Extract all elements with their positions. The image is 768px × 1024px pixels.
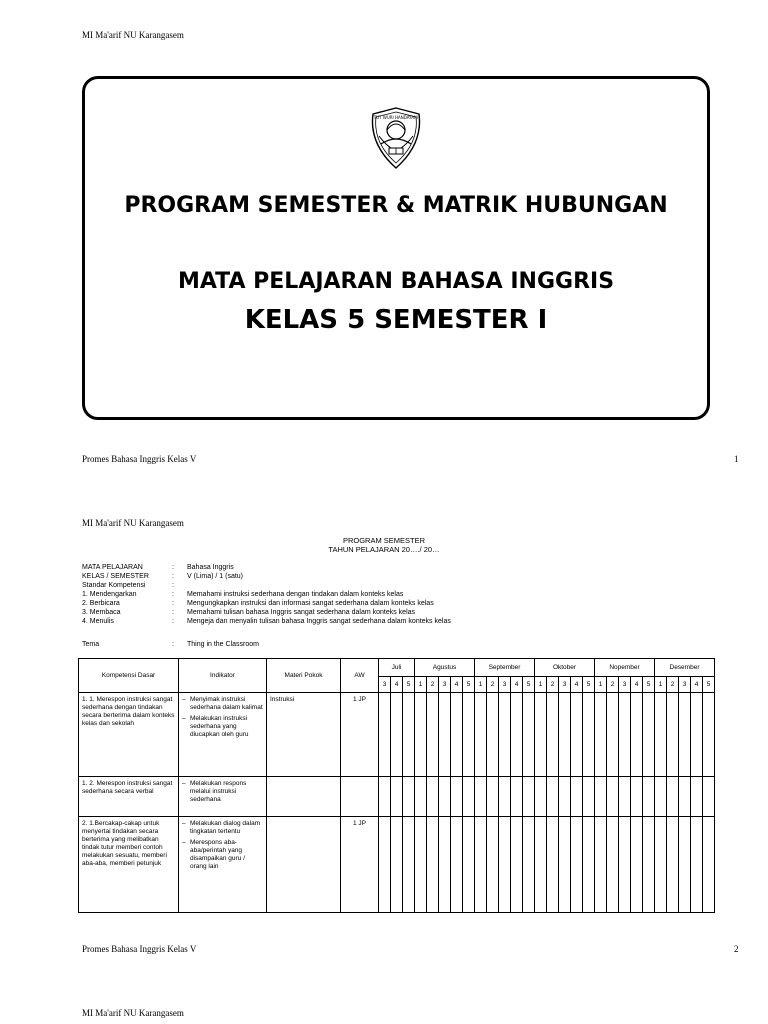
week-cell — [403, 693, 415, 777]
week-cell — [691, 777, 703, 817]
week-cell — [463, 777, 475, 817]
week-header: 3 — [439, 677, 451, 693]
week-header: 5 — [583, 677, 595, 693]
week-header: 3 — [379, 677, 391, 693]
week-cell — [619, 777, 631, 817]
week-cell — [583, 693, 595, 777]
week-cell — [499, 817, 511, 913]
week-header: 3 — [679, 677, 691, 693]
week-cell — [631, 777, 643, 817]
week-cell — [679, 777, 691, 817]
week-cell — [535, 777, 547, 817]
week-cell — [595, 693, 607, 777]
week-cell — [667, 777, 679, 817]
week-header: 4 — [691, 677, 703, 693]
week-header: 1 — [415, 677, 427, 693]
week-cell — [679, 817, 691, 913]
program-semester-table — [78, 658, 715, 913]
kd-cell: 2. 1.Bercakap-cakap untuk menyertai tindakan secara berterima yang melibatkan tindak tutur memberi contoh melakukan sesuatu, memberi aba-aba, memberi petunjuk — [82, 820, 167, 867]
week-cell — [547, 693, 559, 777]
header-indikator: Indikator — [179, 659, 267, 693]
week-cell — [667, 693, 679, 777]
week-cell — [451, 693, 463, 777]
cover-title: PROGRAM SEMESTER & MATRIK HUBUNGAN — [124, 193, 668, 218]
indikator-item: Melakukan dialog dalam tingkatan tertentu — [190, 820, 261, 835]
week-cell — [391, 817, 403, 913]
week-cell — [643, 817, 655, 913]
week-cell — [379, 817, 391, 913]
cover-subtitle: MATA PELAJARAN BAHASA INGGRIS — [177, 269, 615, 294]
week-cell — [475, 777, 487, 817]
doc-year: TAHUN PELAJARAN 20…./ 20… — [328, 545, 440, 554]
week-cell — [595, 777, 607, 817]
page1-header: MI Ma'arif NU Karangasem — [82, 30, 184, 40]
page2-number: 2 — [734, 944, 739, 954]
week-header: 1 — [535, 677, 547, 693]
week-cell — [391, 693, 403, 777]
week-cell — [619, 693, 631, 777]
month-header: Nopember — [595, 659, 655, 677]
week-cell — [475, 693, 487, 777]
week-header: 1 — [475, 677, 487, 693]
week-header: 5 — [403, 677, 415, 693]
logo-text: TUT WURI HANDAYANI — [373, 115, 419, 120]
week-header: 2 — [547, 677, 559, 693]
month-header: Desember — [655, 659, 715, 677]
aw-cell: 1 JP — [352, 820, 366, 827]
week-cell — [559, 817, 571, 913]
week-header: 4 — [451, 677, 463, 693]
week-cell — [427, 693, 439, 777]
week-cell — [415, 693, 427, 777]
week-cell — [703, 693, 715, 777]
week-header: 3 — [559, 677, 571, 693]
week-cell — [643, 777, 655, 817]
tema-row: Tema : Thing in the Classroom — [82, 641, 259, 648]
week-header: 3 — [619, 677, 631, 693]
week-cell — [619, 817, 631, 913]
week-cell — [487, 777, 499, 817]
week-cell — [499, 693, 511, 777]
week-header: 3 — [499, 677, 511, 693]
week-cell — [511, 817, 523, 913]
meta-block: MATA PELAJARAN : Bahasa Inggris KELAS / SEMESTER : V (Lima) / 1 (satu) Standar Kompetensi : 1. Mendengarkan : Memahami instruksi sederhana dengan tindakan dalam konteks kelas 2. Berbicara : Mengungkapkan instruksi dan informasi sangat sederhana dalam konteks kelas 3. Membaca : Memahami tulisan bahasa Inggris sangat sederhana dalam konteks kelas 4. Menulis : Mengeja dan menyalin tulisan bahasa Inggris sangat sederhana dalam konteks kelas — [82, 564, 451, 625]
cover-box — [82, 76, 710, 420]
week-cell — [523, 817, 535, 913]
table-row: 1. 1. Merespon instruksi sangat sederhana dengan tindakan secara berterima dalam konteks kelas dan sekolah – Menyimak instruksi sederhana dalam kalimat – Melakukan instruksi sederhana yang diucapkan oleh guru Instruksi 1 JP — [79, 693, 715, 777]
week-cell — [655, 777, 667, 817]
week-cell — [439, 777, 451, 817]
week-cell — [607, 817, 619, 913]
week-cell — [463, 693, 475, 777]
week-cell — [703, 777, 715, 817]
week-cell — [415, 817, 427, 913]
week-cell — [571, 777, 583, 817]
week-cell — [667, 817, 679, 913]
month-header: September — [475, 659, 535, 677]
week-cell — [463, 817, 475, 913]
week-header: 4 — [571, 677, 583, 693]
week-cell — [583, 817, 595, 913]
week-cell — [415, 777, 427, 817]
indikator-item: Melakukan respons melalui instruksi sederhana — [190, 780, 247, 803]
page3-header: MI Ma'arif NU Karangasem — [82, 1008, 184, 1018]
week-cell — [379, 777, 391, 817]
table-row: 2. 1.Bercakap-cakap untuk menyertai tindakan secara berterima yang melibatkan tindak tutur memberi contoh melakukan sesuatu, memberi aba-aba, memberi petunjuk – Melakukan dialog dalam tingkatan tertentu – Merespons aba-aba/perintah yang disampaikan guru / orang lain 1 JP — [79, 817, 715, 913]
week-cell — [631, 817, 643, 913]
indikator-item: Melakukan instruksi sederhana yang diucapkan oleh guru — [190, 715, 249, 738]
week-cell — [583, 777, 595, 817]
page2-header: MI Ma'arif NU Karangasem — [82, 518, 184, 528]
page1-number: 1 — [734, 454, 739, 464]
week-header: 1 — [655, 677, 667, 693]
week-header: 5 — [643, 677, 655, 693]
week-cell — [571, 817, 583, 913]
week-cell — [475, 817, 487, 913]
week-cell — [451, 777, 463, 817]
week-cell — [547, 777, 559, 817]
materi-cell — [267, 817, 340, 823]
week-cell — [643, 693, 655, 777]
week-cell — [451, 817, 463, 913]
week-cell — [427, 817, 439, 913]
header-kd: Kompetensi Dasar — [79, 659, 179, 693]
week-cell — [631, 693, 643, 777]
week-header: 5 — [463, 677, 475, 693]
week-cell — [535, 817, 547, 913]
week-cell — [511, 693, 523, 777]
week-cell — [595, 817, 607, 913]
aw-cell — [341, 777, 378, 783]
week-cell — [703, 817, 715, 913]
week-header: 1 — [595, 677, 607, 693]
indikator-item: Merespons aba-aba/perintah yang disampaikan guru / orang lain — [190, 839, 245, 870]
week-header: 2 — [607, 677, 619, 693]
week-cell — [499, 777, 511, 817]
week-cell — [691, 817, 703, 913]
week-header: 5 — [703, 677, 715, 693]
week-header: 2 — [667, 677, 679, 693]
week-cell — [511, 777, 523, 817]
kd-cell: 1. 2. Merespon instruksi sangat sederhana secara verbal — [82, 780, 173, 795]
week-cell — [487, 693, 499, 777]
month-header: Oktober — [535, 659, 595, 677]
month-header: Agustus — [415, 659, 475, 677]
week-cell — [559, 693, 571, 777]
tut-wuri-handayani-logo-icon — [361, 104, 431, 172]
week-cell — [655, 817, 667, 913]
indikator-item: Menyimak instruksi sederhana dalam kalimat — [190, 696, 263, 711]
week-cell — [607, 693, 619, 777]
week-cell — [535, 693, 547, 777]
week-cell — [523, 693, 535, 777]
week-cell — [427, 777, 439, 817]
week-cell — [439, 693, 451, 777]
page2-footer: Promes Bahasa Inggris Kelas V — [82, 944, 197, 954]
week-header: 4 — [511, 677, 523, 693]
week-cell — [679, 693, 691, 777]
cover-class-title: KELAS 5 SEMESTER I — [244, 305, 548, 335]
week-cell — [379, 693, 391, 777]
week-header: 2 — [427, 677, 439, 693]
aw-cell: 1 JP — [352, 696, 366, 703]
week-header: 2 — [487, 677, 499, 693]
week-cell — [403, 777, 415, 817]
week-cell — [403, 817, 415, 913]
week-cell — [655, 693, 667, 777]
week-header: 4 — [391, 677, 403, 693]
week-header: 5 — [523, 677, 535, 693]
kd-cell: 1. 1. Merespon instruksi sangat sederhana dengan tindakan secara berterima dalam konteks kelas dan sekolah — [82, 696, 175, 727]
week-cell — [487, 817, 499, 913]
header-aw: AW — [341, 659, 379, 693]
week-cell — [547, 817, 559, 913]
header-materi: Materi Pokok — [267, 659, 341, 693]
week-header: 4 — [631, 677, 643, 693]
week-cell — [439, 817, 451, 913]
week-cell — [559, 777, 571, 817]
month-header: Juli — [379, 659, 415, 677]
week-cell — [391, 777, 403, 817]
materi-cell — [267, 777, 340, 783]
doc-title: PROGRAM SEMESTER — [342, 536, 426, 545]
table-row: 1. 2. Merespon instruksi sangat sederhana secara verbal – Melakukan respons melalui instruksi sederhana — [79, 777, 715, 817]
page1-footer: Promes Bahasa Inggris Kelas V — [82, 454, 197, 464]
week-cell — [691, 693, 703, 777]
week-cell — [523, 777, 535, 817]
week-cell — [571, 693, 583, 777]
week-cell — [607, 777, 619, 817]
materi-cell: Instruksi — [270, 696, 295, 703]
